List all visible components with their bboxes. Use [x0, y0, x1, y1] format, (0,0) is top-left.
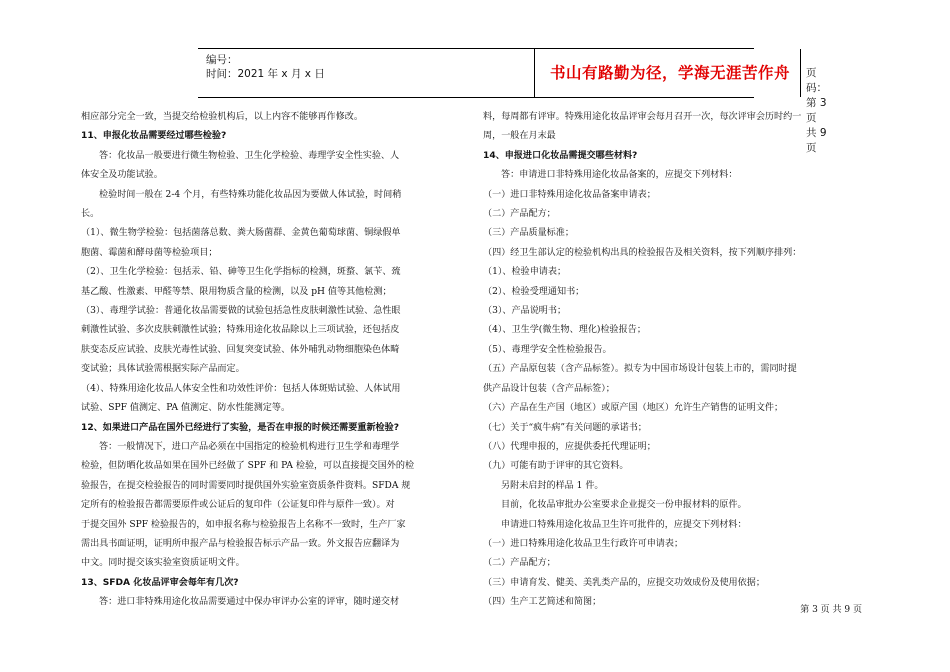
text-line: （七）关于“疯牛病”有关问题的承诺书；: [483, 422, 647, 433]
page-footer: 第 3 页 共 9 页: [800, 605, 862, 615]
document-date: 时间：2021 年 x 月 x 日: [206, 68, 325, 80]
text-line: 中文。同时提交该实验室资质证明文件。: [81, 558, 245, 569]
left-text-column: [81, 108, 471, 613]
header-divider: [800, 49, 801, 97]
text-line: 另附未启封的样品 1 件。: [501, 480, 604, 491]
text-line: （一）进口非特殊用途化妆品备案申请表；: [483, 189, 656, 200]
text-line: （六）产品在生产国（地区）或原产国（地区）允许生产销售的证明文件；: [483, 403, 784, 414]
text-line: （4）、特殊用途化妆品人体安全性和功效性评价：包括人体斑贴试验、人体试用: [81, 383, 401, 394]
text-line: 需出具书面证明，证明所申报产品与检验报告标示产品一致。外文报告应翻译为: [81, 538, 400, 549]
text-line: 于提交国外 SPF 检验报告的，如申报名称与检验报告上名称不一致时，生产厂家: [81, 519, 406, 530]
text-line: 验报告，在提交检验报告的同时需要同时提供国外实验室资质条件资料。SFDA 规: [81, 480, 411, 491]
text-line: 相应部分完全一致，当提交给检验机构后，以上内容不能够再作修改。: [81, 112, 363, 122]
text-line: （3）、产品说明书；: [483, 306, 567, 317]
text-line: 答：申请进口非特殊用途化妆品备案的，应提交下列材料：: [501, 170, 738, 181]
text-line: 体安全及功能试验。: [81, 170, 163, 181]
text-line: 刺激性试验、多次皮肤刺激性试验；特殊用途化妆品除以上三项试验，还包括皮: [81, 325, 400, 336]
text-line: 试验、SPF 值测定、PA 值测定、防水性能测定等。: [81, 403, 291, 414]
text-line: （三）产品质量标准；: [483, 228, 574, 239]
text-line: 周，一般在月末最: [483, 131, 556, 142]
text-line: （1）、微生物学检验：包括菌落总数、粪大肠菌群、金黄色葡萄球菌、铜绿假单: [81, 228, 401, 239]
header-slogan: 书山有路勤为径，学海无涯苦作舟: [549, 63, 790, 82]
question-heading: 12、如果进口产品在国外已经进行了实验，是否在申报的时候还需要重新检验?: [81, 422, 400, 433]
text-line: （二）产品配方；: [483, 558, 556, 569]
text-line: （五）产品原包装（含产品标签）。拟专为中国市场设计包装上市的，需同时提: [483, 364, 797, 375]
text-line: 申请进口特殊用途化妆品卫生许可批件的，应提交下列材料：: [501, 519, 747, 530]
header-meta: [206, 53, 325, 81]
text-line: （5）、毒理学安全性检验报告。: [483, 344, 612, 355]
text-line: （九）可能有助于评审的其它资料。: [483, 461, 629, 472]
text-line: 检验时间一般在 2-4 个月，有些特殊功能化妆品因为要做人体试验，时间稍: [99, 189, 402, 200]
text-line: 目前，化妆品审批办公室要求企业提交一份申报材料的原件。: [501, 500, 747, 511]
text-line: （2）、检验受理通知书；: [483, 286, 585, 297]
text-line: （4）、卫生学(微生物、理化)检验报告；: [483, 325, 646, 336]
question-heading: 13、SFDA 化妆品评审会每年有几次?: [81, 577, 239, 588]
header-page-info: 页码：第 3 页 共 9 页: [806, 67, 827, 154]
text-line: （1）、检验申请表；: [483, 267, 567, 278]
text-line: 答：化妆品一般要进行微生物检验、卫生化学检验、毒理学安全性实验、人: [99, 150, 400, 161]
text-line: 胞菌、霉菌和酵母菌等检验项目；: [81, 247, 218, 258]
text-line: （三）申请育发、健美、美乳类产品的，应提交功效成份及使用依据；: [483, 577, 765, 588]
text-line: 料，每周都有评审。特殊用途化妆品评审会每月召开一次，每次评审会历时约一: [483, 112, 802, 122]
text-line: 基乙酸、性激素、甲醛等禁、限用物质含量的检测，以及 pH 值等其他检测；: [81, 286, 392, 297]
header-divider: [534, 49, 535, 97]
text-line: （3）、毒理学试验：普通化妆品需要做的试验包括急性皮肤刺激性试验、急性眼: [81, 306, 401, 317]
text-line: （四）经卫生部认定的检验机构出具的检验报告及相关资料，按下列顺序排列：: [483, 247, 802, 258]
text-line: 定所有的检验报告都需要原件或公证后的复印件（公证复印件与原件一致）。对: [81, 500, 395, 511]
text-line: 供产品设计包装（含产品标签）；: [483, 383, 615, 394]
text-line: 长。: [81, 209, 100, 220]
question-heading: 11、申报化妆品需要经过哪些检验?: [81, 131, 227, 142]
text-line: （一）进口特殊用途化妆品卫生行政许可申请表；: [483, 538, 684, 549]
text-line: 答：一般情况下，进口产品必须在中国指定的检验机构进行卫生学和毒理学: [99, 441, 400, 452]
text-line: （二）产品配方；: [483, 209, 556, 220]
text-line: 答：进口非特殊用途化妆品需要通过中保办审评办公室的评审，随时递交材: [99, 597, 400, 608]
text-line: （四）生产工艺简述和简图；: [483, 597, 602, 608]
document-number-label: 编号：: [206, 54, 238, 66]
text-line: （2）、卫生化学检验：包括汞、铅、砷等卫生化学指标的检测，斑蝥、氯苄、巯: [81, 267, 401, 278]
right-text-column: [483, 108, 873, 613]
text-line: 检验，但防晒化妆品如果在国外已经做了 SPF 和 PA 检验，可以直接提交国外的检: [81, 461, 415, 472]
text-line: 变试验；具体试验需根据实际产品而定。: [81, 364, 245, 375]
text-line: 肤变态反应试验、皮肤光毒性试验、回复突变试验、体外哺乳动物细胞染色体畸: [81, 344, 400, 355]
question-heading: 14、申报进口化妆品需提交哪些材料?: [483, 150, 638, 161]
text-line: （八）代理申报的，应提供委托代理证明；: [483, 441, 656, 452]
